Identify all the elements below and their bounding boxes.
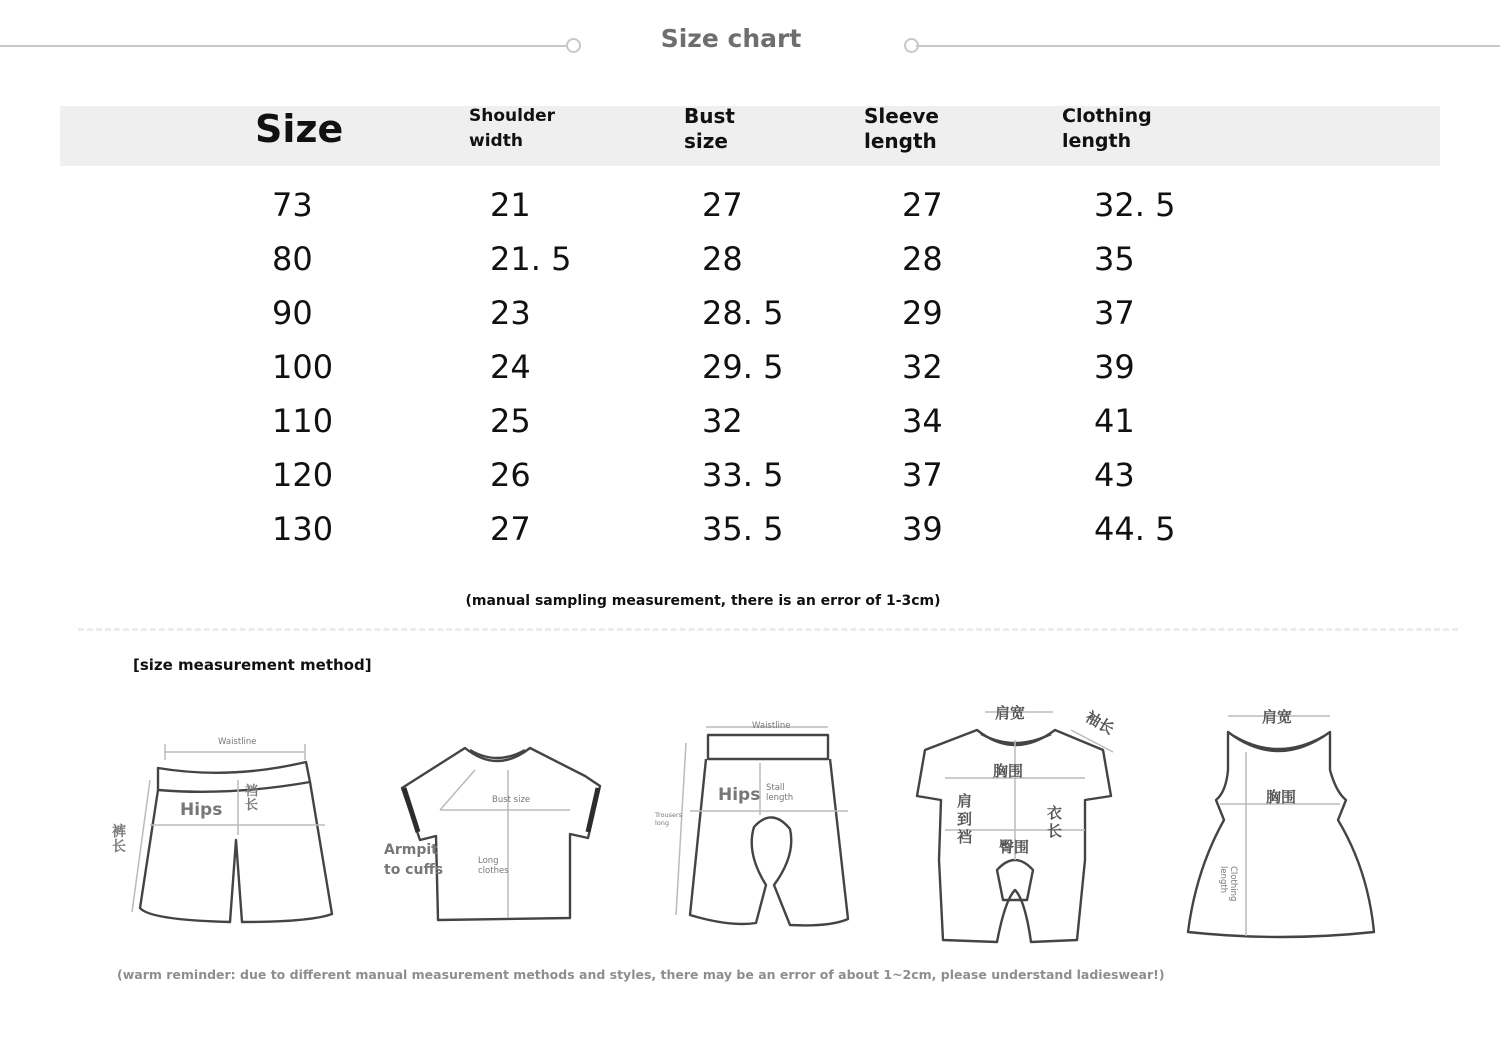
table-cell-shoulder-width: 24 xyxy=(490,348,531,386)
pants-hips-label: Hips xyxy=(718,785,761,805)
tshirt-bust-label: Bust size xyxy=(492,795,531,805)
table-cell-clothing-length: 43 xyxy=(1094,456,1135,494)
pants-stall-label: Stall length xyxy=(766,783,794,803)
table-cell-bust-size: 35. 5 xyxy=(702,510,784,548)
shorts-side-length-label: 裤长 xyxy=(112,824,126,855)
dress-drawing xyxy=(1180,700,1380,945)
pants-trousers-label: Trousers long xyxy=(655,811,683,827)
tshirt-diagram xyxy=(380,740,615,930)
title-rule-right xyxy=(916,45,1500,47)
column-header-clothing-length: Clothing length xyxy=(1062,105,1152,152)
column-header-size: Size xyxy=(255,107,344,151)
table-cell-bust-size: 28 xyxy=(702,240,743,278)
tshirt-drawing xyxy=(380,740,615,930)
table-cell-size: 90 xyxy=(272,294,313,332)
table-cell-clothing-length: 37 xyxy=(1094,294,1135,332)
table-cell-clothing-length: 39 xyxy=(1094,348,1135,386)
section-divider xyxy=(78,628,1458,631)
shorts-hips-label: Hips xyxy=(180,800,223,820)
table-cell-shoulder-width: 25 xyxy=(490,402,531,440)
table-cell-size: 73 xyxy=(272,186,313,224)
table-cell-bust-size: 27 xyxy=(702,186,743,224)
romper-chest-label: 胸围 xyxy=(993,762,1024,780)
table-cell-size: 120 xyxy=(272,456,334,494)
dress-diagram xyxy=(1180,700,1380,945)
table-cell-bust-size: 29. 5 xyxy=(702,348,784,386)
table-cell-sleeve-length: 34 xyxy=(902,402,943,440)
column-header-bust-size: Bust size xyxy=(684,104,735,153)
table-cell-clothing-length: 35 xyxy=(1094,240,1135,278)
table-cell-bust-size: 32 xyxy=(702,402,743,440)
romper-shoulder-label: 肩宽 xyxy=(995,704,1026,722)
title-rule-left xyxy=(0,45,567,47)
shorts-crotch-label: 裆长 xyxy=(245,784,259,813)
method-heading: [size measurement method] xyxy=(133,656,372,674)
romper-diagram xyxy=(905,700,1135,950)
table-cell-shoulder-width: 23 xyxy=(490,294,531,332)
measurement-note: (manual sampling measurement, there is an error of 1-3cm) xyxy=(465,593,941,609)
table-cell-size: 110 xyxy=(272,402,334,440)
shorts-drawing xyxy=(110,730,350,940)
column-header-shoulder-width: Shoulder width xyxy=(469,106,556,151)
table-cell-sleeve-length: 28 xyxy=(902,240,943,278)
shorts-diagram xyxy=(110,730,350,940)
table-cell-clothing-length: 44. 5 xyxy=(1094,510,1176,548)
table-cell-bust-size: 28. 5 xyxy=(702,294,784,332)
warm-reminder: (warm reminder: due to different manual measurement methods and styles, there may be an error of about 1~2cm, please understand ladieswear!) xyxy=(117,967,1165,982)
table-cell-clothing-length: 32. 5 xyxy=(1094,186,1176,224)
table-cell-shoulder-width: 21. 5 xyxy=(490,240,572,278)
table-cell-clothing-length: 41 xyxy=(1094,402,1135,440)
pants-waistline-label: Waistline xyxy=(752,721,791,731)
title-rule-left-dot xyxy=(566,38,581,53)
dress-chest-label: 胸围 xyxy=(1266,788,1297,806)
page-title: Size chart xyxy=(660,24,802,53)
table-cell-shoulder-width: 26 xyxy=(490,456,531,494)
romper-hip-label: 臀围 xyxy=(999,838,1030,856)
tshirt-length-label: Long clothes xyxy=(478,856,509,876)
table-cell-sleeve-length: 37 xyxy=(902,456,943,494)
dress-shoulder-label: 肩宽 xyxy=(1262,708,1293,726)
shorts-waistline-label: Waistline xyxy=(218,737,257,747)
table-cell-sleeve-length: 29 xyxy=(902,294,943,332)
table-cell-size: 100 xyxy=(272,348,334,386)
table-cell-sleeve-length: 27 xyxy=(902,186,943,224)
romper-sleeve-label: 袖长 xyxy=(1082,707,1118,739)
column-header-sleeve-length: Sleeve length xyxy=(864,104,939,153)
table-cell-sleeve-length: 39 xyxy=(902,510,943,548)
romper-crotch-length-label: 肩到裆 xyxy=(957,792,973,846)
dress-length-label: Clothing length xyxy=(1218,866,1238,902)
table-cell-size: 80 xyxy=(272,240,313,278)
table-cell-shoulder-width: 27 xyxy=(490,510,531,548)
romper-length-label: 衣长 xyxy=(1047,804,1063,840)
pants-diagram xyxy=(650,715,860,935)
table-cell-shoulder-width: 21 xyxy=(490,186,531,224)
table-cell-size: 130 xyxy=(272,510,334,548)
romper-drawing xyxy=(905,700,1135,950)
tshirt-armpit-label: Armpit to cuffs xyxy=(384,842,444,878)
table-cell-sleeve-length: 32 xyxy=(902,348,943,386)
table-cell-bust-size: 33. 5 xyxy=(702,456,784,494)
